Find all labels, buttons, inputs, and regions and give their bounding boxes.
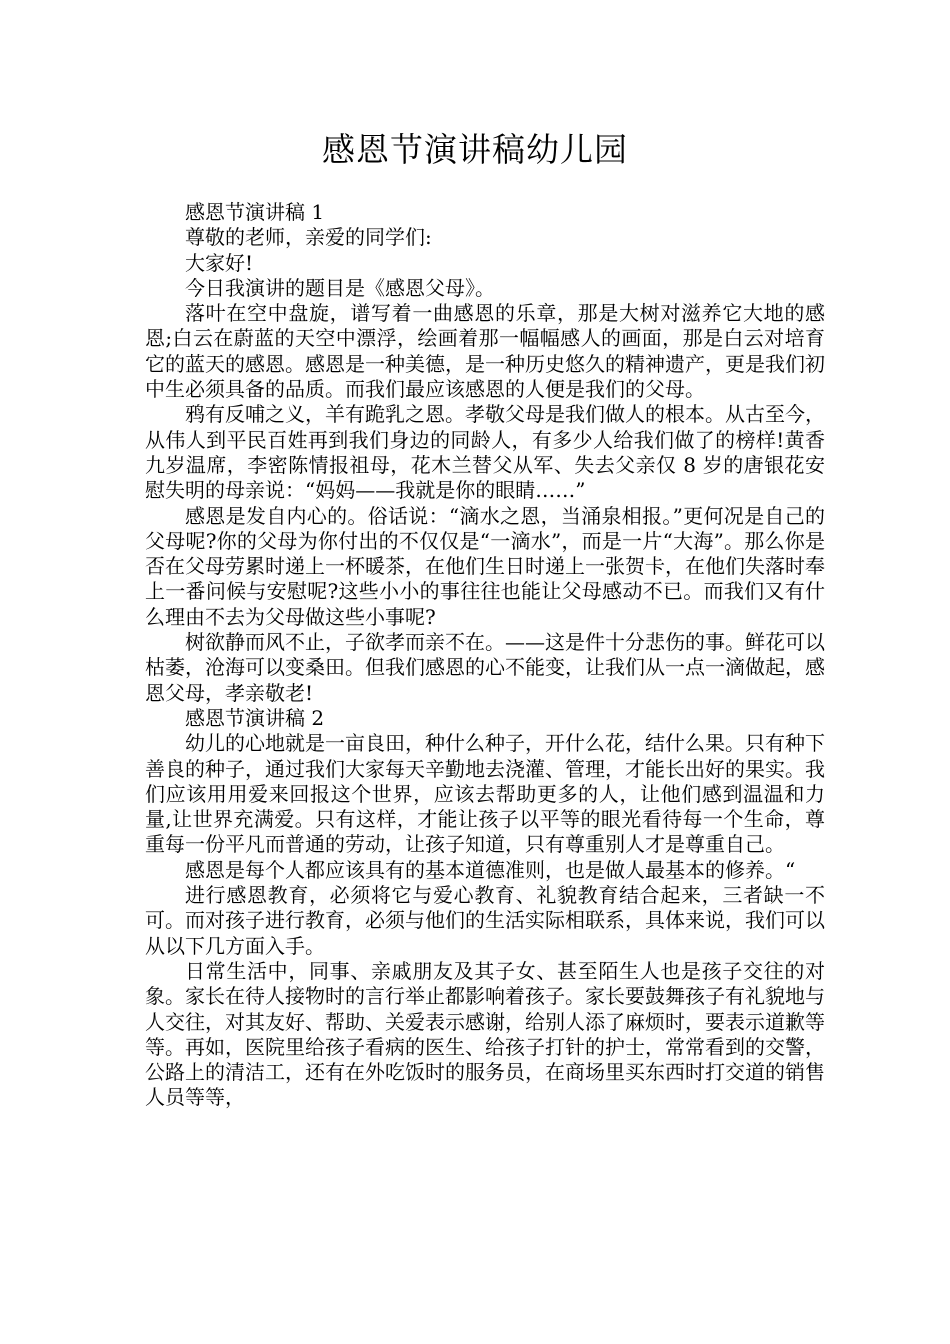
salutation: 尊敬的老师，亲爱的同学们: [185, 225, 432, 250]
paragraph: 幼儿的心地就是一亩良田，种什么种子，开什么花，结什么果。只有种下善良的种子，通过我们大家每天辛勤地去浇灌、管理，才能长出好的果实。我们应该用用爱来回报这个世界，应该去帮助更多的人，让他们感到温温和力量,让世界充满爱。只有这样，才能让孩子以平等的眼光看待每一个生命，尊重每一份平凡而普通的劳动，让孩子知道，只有尊重别人才是尊重自己。 [145, 731, 825, 857]
paragraph: 落叶在空中盘旋，谱写着一曲感恩的乐章，那是大树对滋养它大地的感恩;白云在蔚蓝的天空中漂浮，绘画着那一幅幅感人的画面，那是白云对培育它的蓝天的感恩。感恩是一种美德，是一种历史悠久的精神遗产，更是我们初中生必须具备的品质。而我们最应该感恩的人便是我们的父母。 [145, 301, 825, 402]
paragraph: 感恩是每个人都应该具有的基本道德准则，也是做人最基本的修养。“ [185, 857, 796, 882]
subheading-speech-2: 感恩节演讲稿 2 [185, 705, 325, 730]
paragraph: 树欲静而风不止，子欲孝而亲不在。——这是件十分悲伤的事。鲜花可以枯萎，沧海可以变桑田。但我们感恩的心不能变，让我们从一点一滴做起，感恩父母，孝亲敬老! [145, 630, 825, 705]
paragraph: 鸦有反哺之义，羊有跪乳之恩。孝敬父母是我们做人的根本。从古至今，从伟人到平民百姓再到我们身边的同龄人，有多少人给我们做了的榜样!黄香九岁温席，李密陈情报祖母，花木兰替父从军、失去父亲仅 8 岁的唐银花安慰失明的母亲说：“妈妈——我就是你的眼睛……” [145, 402, 825, 503]
paragraph: 日常生活中，同事、亲戚朋友及其子女、甚至陌生人也是孩子交往的对象。家长在待人接物时的言行举止都影响着孩子。家长要鼓舞孩子有礼貌地与人交往，对其友好、帮助、关爱表示感谢，给别人添了麻烦时，要表示道歉等等。再如，医院里给孩子看病的医生、给孩子打针的护士，常常看到的交警，公路上的清洁工，还有在外吃饭时的服务员，在商场里买东西时打交道的销售人员等等， [145, 958, 825, 1110]
paragraph: 感恩是发自内心的。俗话说：“滴水之恩，当涌泉相报。”更何况是自己的父母呢?你的父母为你付出的不仅仅是“一滴水”，而是一片“大海”。那么你是否在父母劳累时递上一杯暖茶，在他们生日时递上一张贺卡，在他们失落时奉上一番问候与安慰呢?这些小小的事往往也能让父母感动不已。而我们又有什么理由不去为父母做这些小事呢? [145, 503, 825, 629]
document-title: 感恩节演讲稿幼儿园 [322, 130, 628, 169]
subheading-speech-1: 感恩节演讲稿 1 [185, 200, 325, 224]
document-body [145, 200, 825, 1111]
greeting: 大家好! [185, 250, 254, 275]
paragraph: 进行感恩教育，必须将它与爱心教育、礼貌教育结合起来，三者缺一不可。而对孩子进行教育，必须与他们的生活实际相联系，具体来说，我们可以从以下几方面入手。 [145, 883, 825, 958]
speech-topic: 今日我演讲的题目是《感恩父母》。 [185, 275, 495, 300]
